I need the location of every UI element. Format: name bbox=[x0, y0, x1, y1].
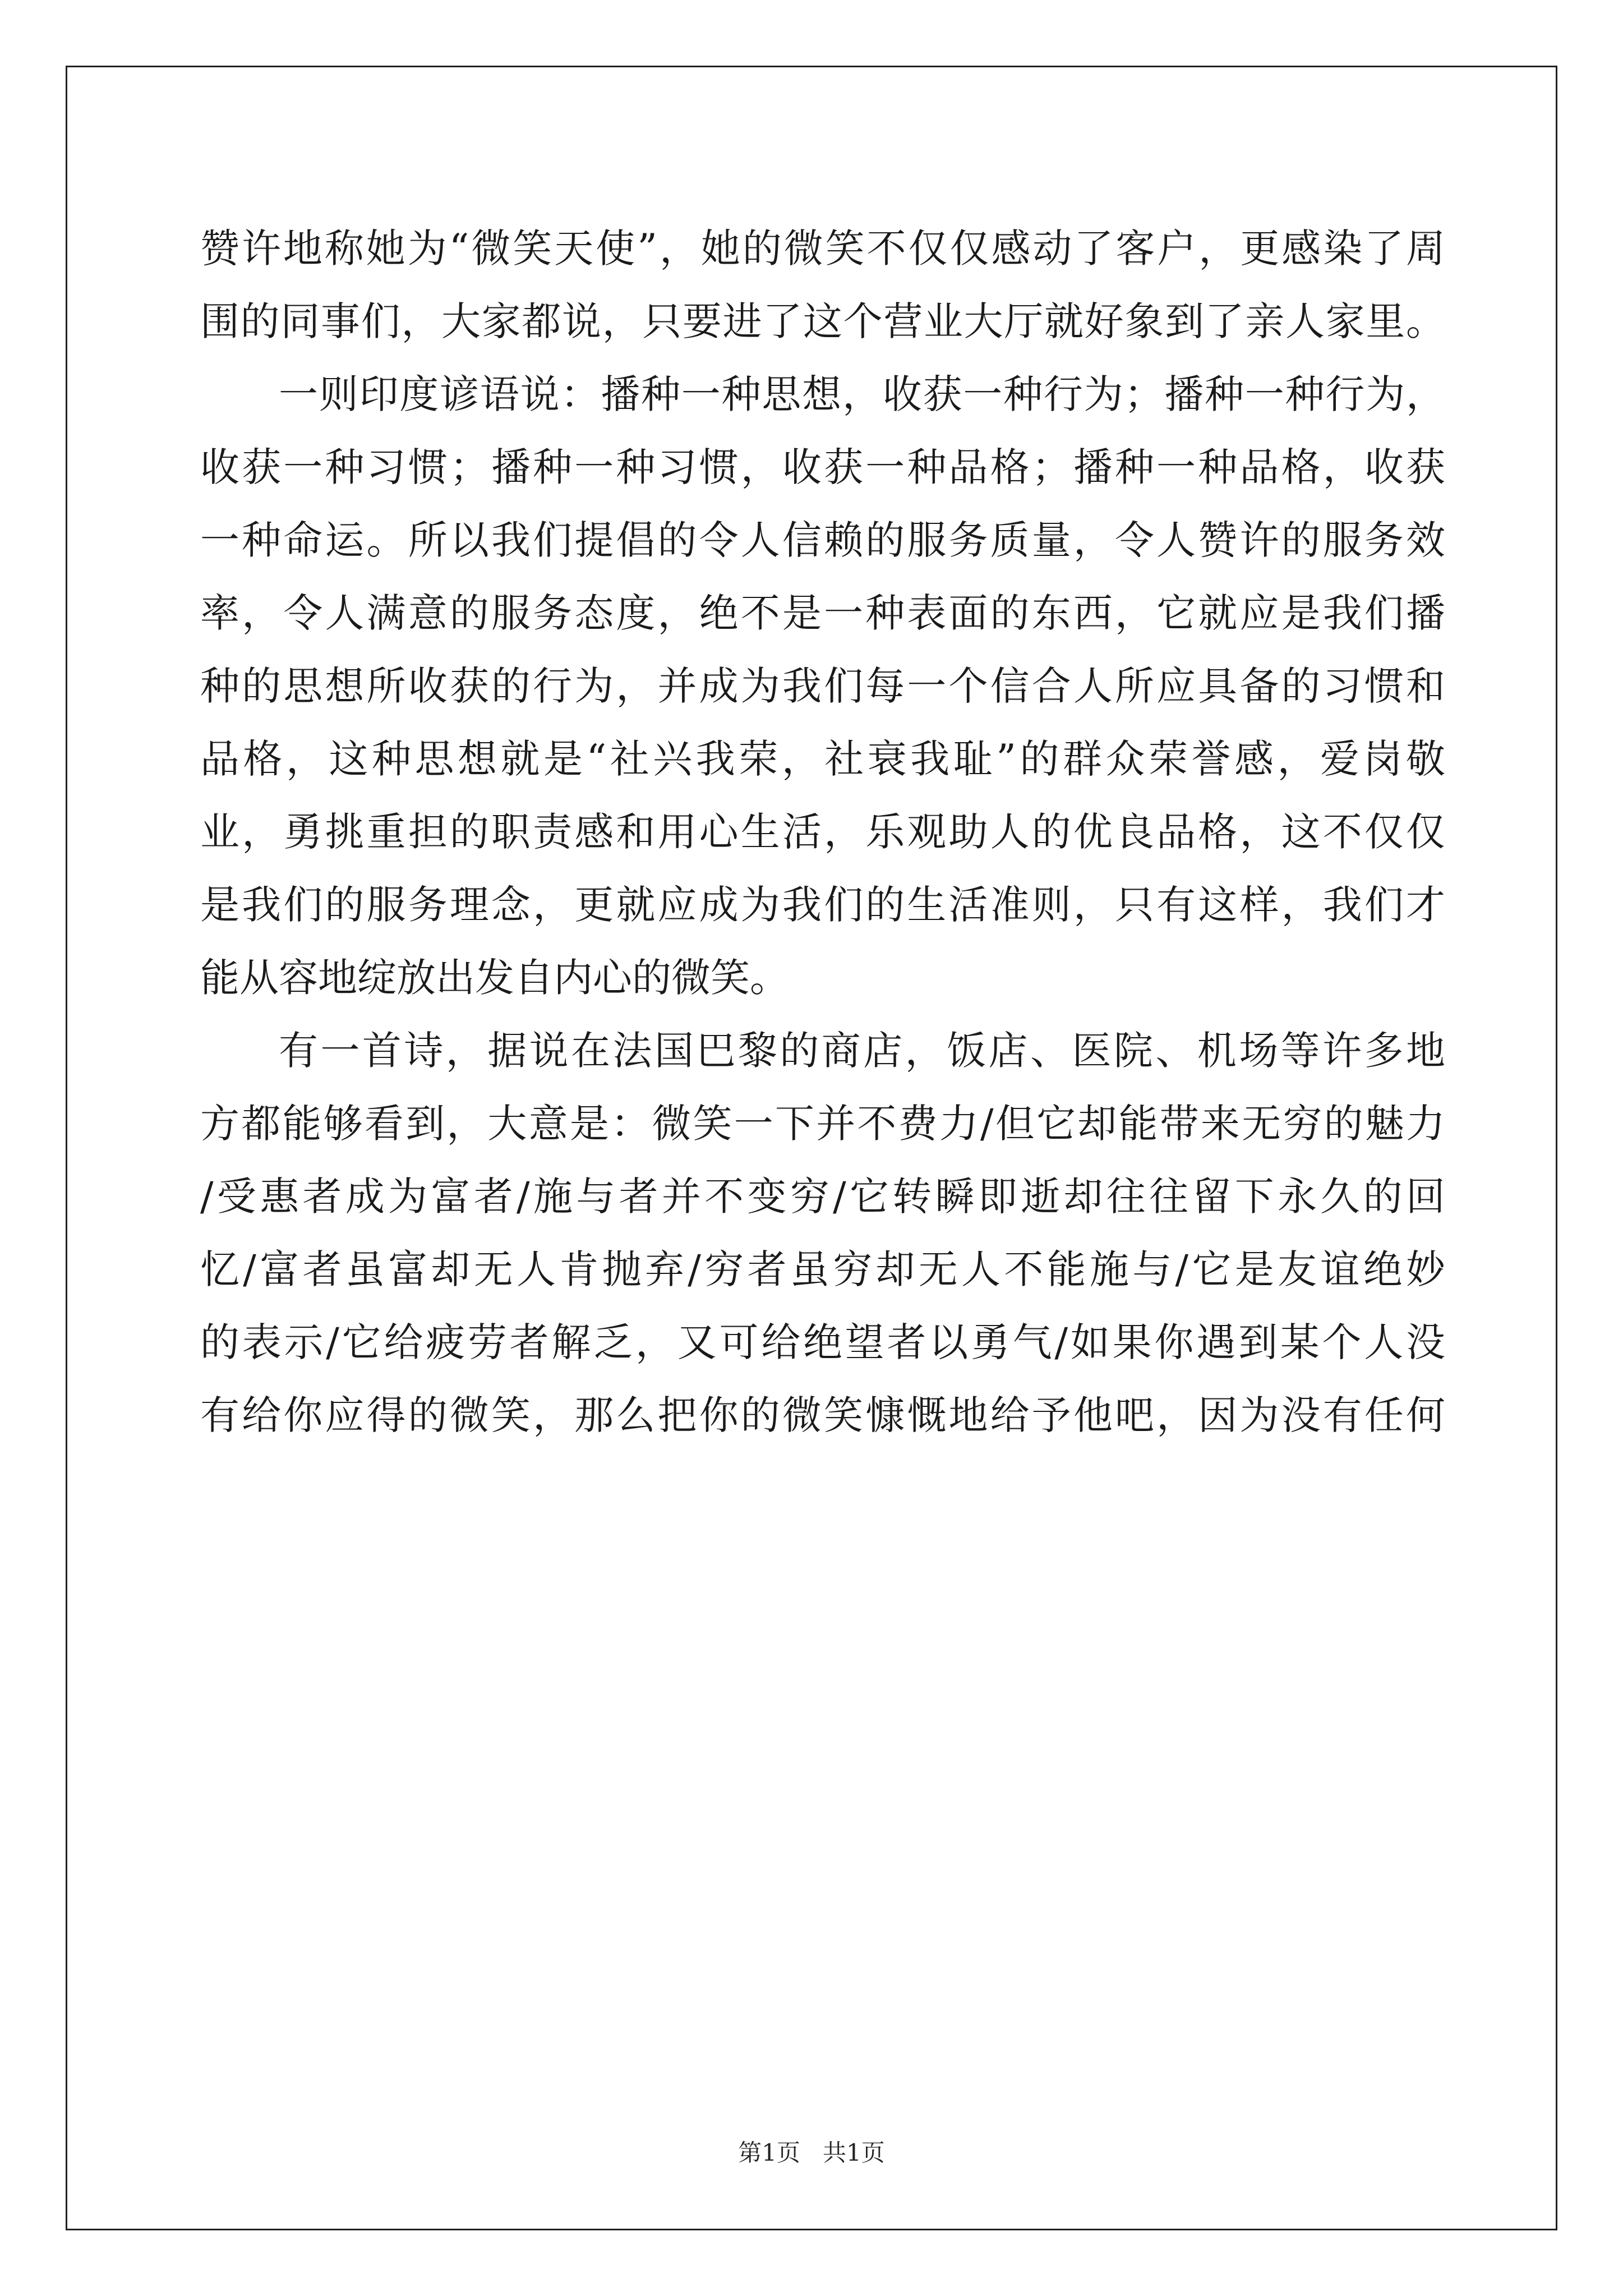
text-line: 率，令人满意的服务态度，绝不是一种表面的东西，它就应是我们播 bbox=[200, 590, 1445, 636]
text-line: 收获一种习惯；播种一种习惯，收获一种品格；播种一种品格，收获 bbox=[200, 444, 1445, 490]
text-line: 围的同事们，大家都说，只要进了这个营业大厅就好象到了亲人家里。 bbox=[200, 298, 1445, 344]
text-line: 赞许地称她为“微笑天使”，她的微笑不仅仅感动了客户，更感染了周 bbox=[200, 226, 1445, 272]
paragraph-start-line: 一则印度谚语说：播种一种思想，收获一种行为；播种一种行为， bbox=[279, 371, 1445, 417]
page-footer bbox=[0, 2136, 1623, 2170]
page-number: 第1页 bbox=[738, 2139, 800, 2166]
text-line: 种的思想所收获的行为，并成为我们每一个信合人所应具备的习惯和 bbox=[200, 663, 1445, 709]
text-line: 的表示/它给疲劳者解乏，又可给绝望者以勇气/如果你遇到某个人没 bbox=[200, 1319, 1445, 1365]
text-line: 忆/富者虽富却无人肯抛弃/穷者虽穷却无人不能施与/它是友谊绝妙 bbox=[200, 1246, 1445, 1292]
text-line: 业，勇挑重担的职责感和用心生活，乐观助人的优良品格，这不仅仅 bbox=[200, 809, 1445, 855]
text-line: 一种命运。所以我们提倡的令人信赖的服务质量，令人赞许的服务效 bbox=[200, 517, 1445, 563]
page-total: 共1页 bbox=[823, 2139, 885, 2166]
paragraph-end-line: 能从容地绽放出发自内心的微笑。 bbox=[200, 955, 789, 1001]
text-line: 品格，这种思想就是“社兴我荣，社衰我耻”的群众荣誉感，爱岗敬 bbox=[200, 736, 1445, 782]
text-line: /受惠者成为富者/施与者并不变穷/它转瞬即逝却往往留下永久的回 bbox=[200, 1174, 1445, 1220]
text-line: 是我们的服务理念，更就应成为我们的生活准则，只有这样，我们才 bbox=[200, 882, 1445, 928]
text-line: 方都能够看到，大意是：微笑一下并不费力/但它却能带来无穷的魅力 bbox=[200, 1101, 1445, 1147]
paragraph-start-line: 有一首诗，据说在法国巴黎的商店，饭店、医院、机场等许多地 bbox=[279, 1028, 1445, 1074]
text-line: 有给你应得的微笑，那么把你的微笑慷慨地给予他吧，因为没有任何 bbox=[200, 1392, 1445, 1438]
